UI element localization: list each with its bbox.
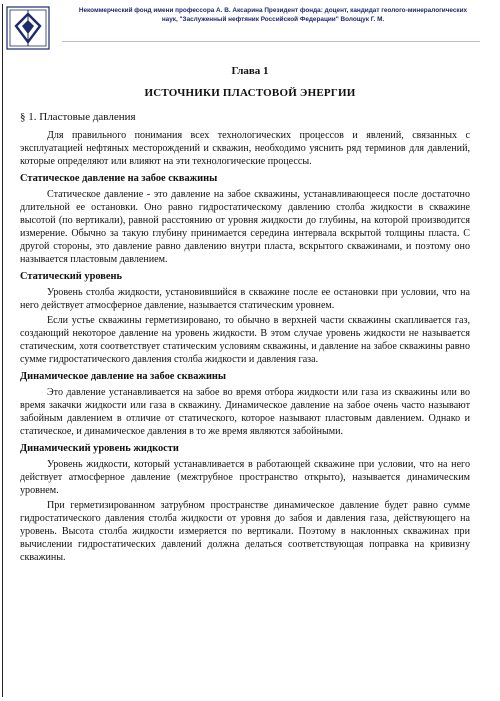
page-left-border xyxy=(2,4,3,697)
intro-paragraph: Для правильного понимания всех технологических процессов и явлений, связанных с эксплуатацией нефтяных месторождений и скважин, необходимо уяснить ряд терминов для давлений, которые определяют или влияют на эти технологические процессы. xyxy=(20,130,470,167)
chapter-label: Глава 1 xyxy=(231,65,269,77)
subheading-dynamic-level: Динамический уровень жидкости xyxy=(20,443,179,454)
foundation-logo-icon xyxy=(6,6,50,50)
document-body xyxy=(20,110,470,566)
subheading-dynamic-pressure: Динамическое давление на забое скважины xyxy=(20,371,227,382)
subheading-static-level: Статический уровень xyxy=(20,271,122,282)
header-divider xyxy=(62,41,480,42)
paragraph: Уровень жидкости, который устанавливается в работающей скважине при условии, что на него действует атмосферное давление (межтрубное пространство открыто), называется динамическим уровнем. xyxy=(20,459,470,496)
paragraph: Это давление устанавливается на забое во время отбора жидкости или газа из скважины или во время закачки жидкости или газа в скважину. Динамическое давление на забое очень часто называют забойным давлением в отличие от статического, которое называют пластовым давлением. Однако и статическое, и динамическое давления в то же время являются забойными. xyxy=(20,387,470,437)
paragraph: При герметизированном затрубном пространстве динамическое давление будет равно сумме гидростатического давления столба жидкости от уровня до забоя и давления газа, действующего на уровень. Высота столба жидкости измеряется по вертикали. Поэтому в наклонных скважинах при вычислении гидростатических давлений должна делаться соответствующая поправка на кривизну скважины. xyxy=(20,500,470,563)
paragraph: Если устье скважины герметизировано, то обычно в верхней части скважины скапливается газ, создающий некоторое давление на уровень жидкости. В этом случае уровень жидкости не называется статическим, хотя соответствует статическим условиям скважины, и давление на забое скважины равно сумме гидростатического давления столба жидкости и давления газа. xyxy=(20,315,470,365)
section-heading: § 1. Пластовые давления xyxy=(20,111,136,123)
paragraph: Статическое давление - это давление на забое скважины, устанавливающееся после достаточно длительной ее остановки. Оно равно гидростатическому давлению столба жидкости в скважине высотой (по вертикали), равной расстоянию от уровня жидкости до глубины, на которой производится измерение. Обычно за такую глубину принимается середина интервала вскрытой толщины пласта. С другой стороны, это давление равно давлению внутри пласта, вскрытого скважинами, и поэтому оно называется пластовым давлением. xyxy=(20,189,470,265)
paragraph: Уровень столба жидкости, установившийся в скважине после ее остановки при условии, что на него действует атмосферное давление, называется статическим уровнем. xyxy=(20,287,470,311)
page-header: Некоммерческий фонд имени профессора А. В. Аксарина Президент фонда: доцент, кандидат геолого-минералогических наук, "Заслуженный нефтяник Российской Федерации" Волощук Г. М. xyxy=(78,7,468,23)
subheading-static-pressure: Статическое давление на забое скважины xyxy=(20,173,218,184)
chapter-title: ИСТОЧНИКИ ПЛАСТОВОЙ ЭНЕРГИИ xyxy=(144,87,356,99)
